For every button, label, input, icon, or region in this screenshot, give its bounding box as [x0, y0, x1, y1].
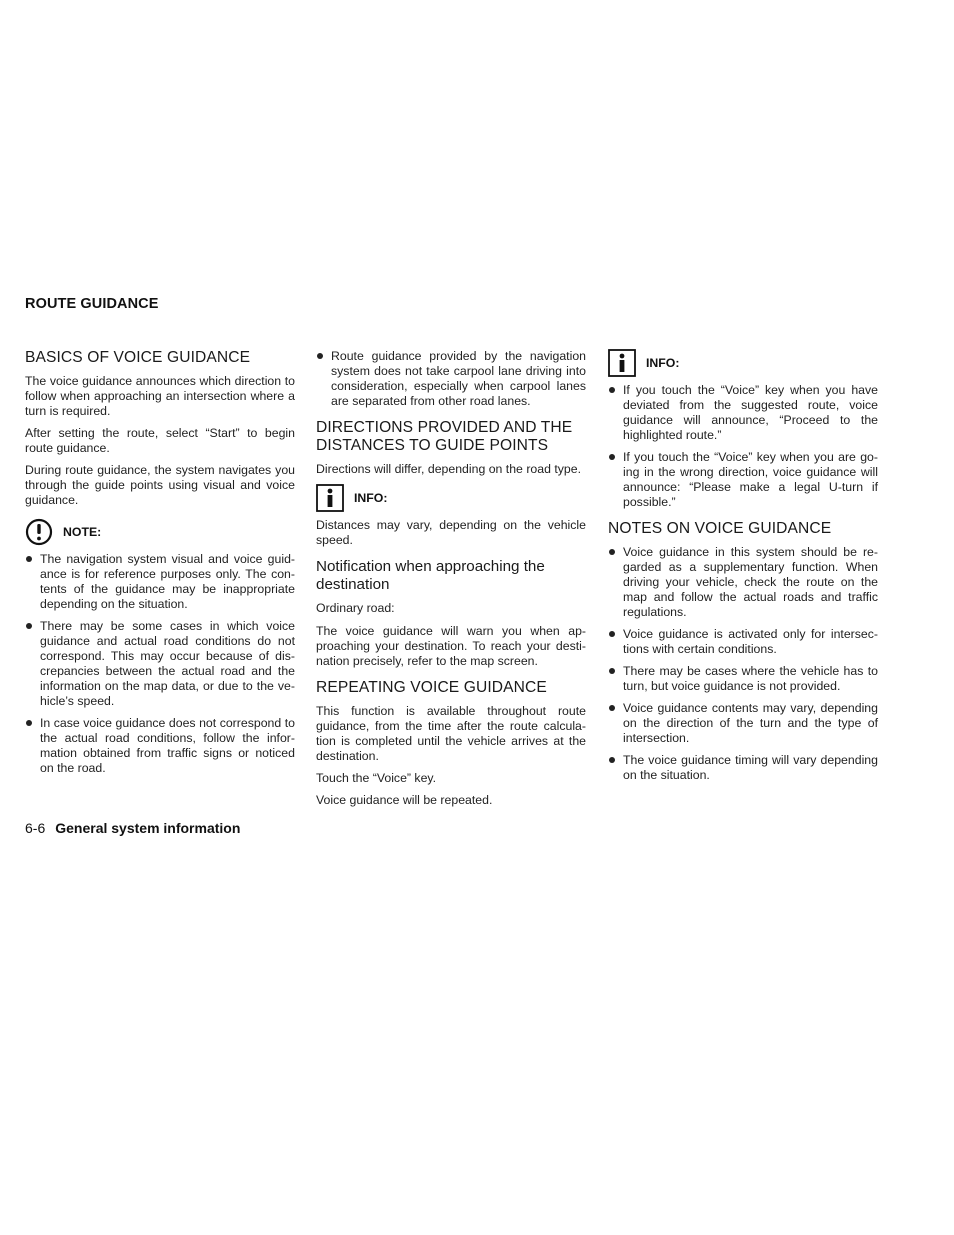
info-i-icon: [608, 349, 638, 377]
paragraph: During route guidance, the system navigates you through the guide points using visual and voice guidance.: [25, 463, 295, 507]
paragraph: This function is available throughout route guidance, from the time after the route calcula-tion is completed until the vehicle arrives at the destination.: [316, 704, 586, 763]
heading-directions: DIRECTIONS PROVIDED AND THE DISTANCES TO GUIDE POINTS: [316, 419, 573, 454]
section-title: ROUTE GUIDANCE: [25, 296, 159, 312]
info-list: [608, 383, 878, 510]
list-item: There may be cases where the vehicle has to turn, but voice guidance is not provided.: [608, 664, 878, 694]
column-3: [608, 349, 878, 790]
notes-list: [608, 545, 878, 783]
info-label: INFO:: [354, 491, 388, 505]
list-item: Voice guidance is activated only for intersec-tions with certain conditions.: [608, 627, 878, 657]
list-item: There may be some cases in which voice guidance and actual road conditions do not correspond. This may occur because of dis-crepancies between the actual road and the information on the map data, or due to the ve-hicle’s speed.: [25, 619, 295, 709]
paragraph: The voice guidance announces which direction to follow when approaching an intersection where a turn is required.: [25, 374, 295, 418]
paragraph: Voice guidance will be repeated.: [316, 793, 493, 807]
footer-title: General system information: [55, 820, 241, 836]
info-i-icon: [316, 484, 346, 512]
paragraph: After setting the route, select “Start” to begin route guidance.: [25, 426, 295, 455]
paragraph: Distances may vary, depending on the vehicle speed.: [316, 518, 586, 547]
heading-repeating: REPEATING VOICE GUIDANCE: [316, 679, 547, 696]
page-footer: [25, 820, 240, 836]
list-item: Voice guidance in this system should be re-garded as a supplementary function. When driving your vehicle, check the route on the map and follow the actual roads and traffic regulations.: [608, 545, 878, 620]
paragraph: Touch the “Voice” key.: [316, 771, 437, 785]
list-item: Route guidance provided by the navigation system does not take carpool lane driving into consideration, especially when carpool lanes are separated from other road lanes.: [316, 349, 586, 409]
info-callout: [316, 484, 586, 512]
heading-basics: BASICS OF VOICE GUIDANCE: [25, 349, 251, 366]
note-label: NOTE:: [63, 525, 102, 539]
list-item: The navigation system visual and voice guid-ance is for reference purposes only. The con-tents of the guidance may be inappropriate depending on the situation.: [25, 552, 295, 612]
list-item: The voice guidance timing will vary depending on the situation.: [608, 753, 878, 783]
note-list: [25, 552, 295, 776]
heading-notification: Notification when approaching the destination: [316, 558, 545, 593]
list-item: If you touch the “Voice” key when you have deviated from the suggested route, voice guidance will announce, “Proceed to the highlighted route.”: [608, 383, 878, 443]
column-1: [25, 349, 295, 783]
page-number: 6-6: [25, 820, 46, 836]
column-2: [316, 349, 586, 815]
list-item: If you touch the “Voice” key when you are go-ing in the wrong direction, voice guidance will announce: “Please make a legal U-turn if possible.”: [608, 450, 878, 510]
carpool-list: [316, 349, 586, 409]
note-callout: [25, 518, 295, 546]
paragraph: Directions will differ, depending on the road type.: [316, 462, 582, 476]
info-label: INFO:: [646, 356, 680, 370]
paragraph: Ordinary road:: [316, 601, 395, 615]
warning-exclamation-icon: [25, 518, 55, 546]
heading-notes: NOTES ON VOICE GUIDANCE: [608, 520, 832, 537]
info-callout: [608, 349, 878, 377]
list-item: Voice guidance contents may vary, depending on the direction of the turn and the type of intersection.: [608, 701, 878, 746]
list-item: In case voice guidance does not correspond to the actual road conditions, follow the infor-mation obtained from traffic signs or noticed on the road.: [25, 716, 295, 776]
paragraph: The voice guidance will warn you when ap-proaching your destination. To reach your desti-nation precisely, refer to the map screen.: [316, 624, 586, 668]
